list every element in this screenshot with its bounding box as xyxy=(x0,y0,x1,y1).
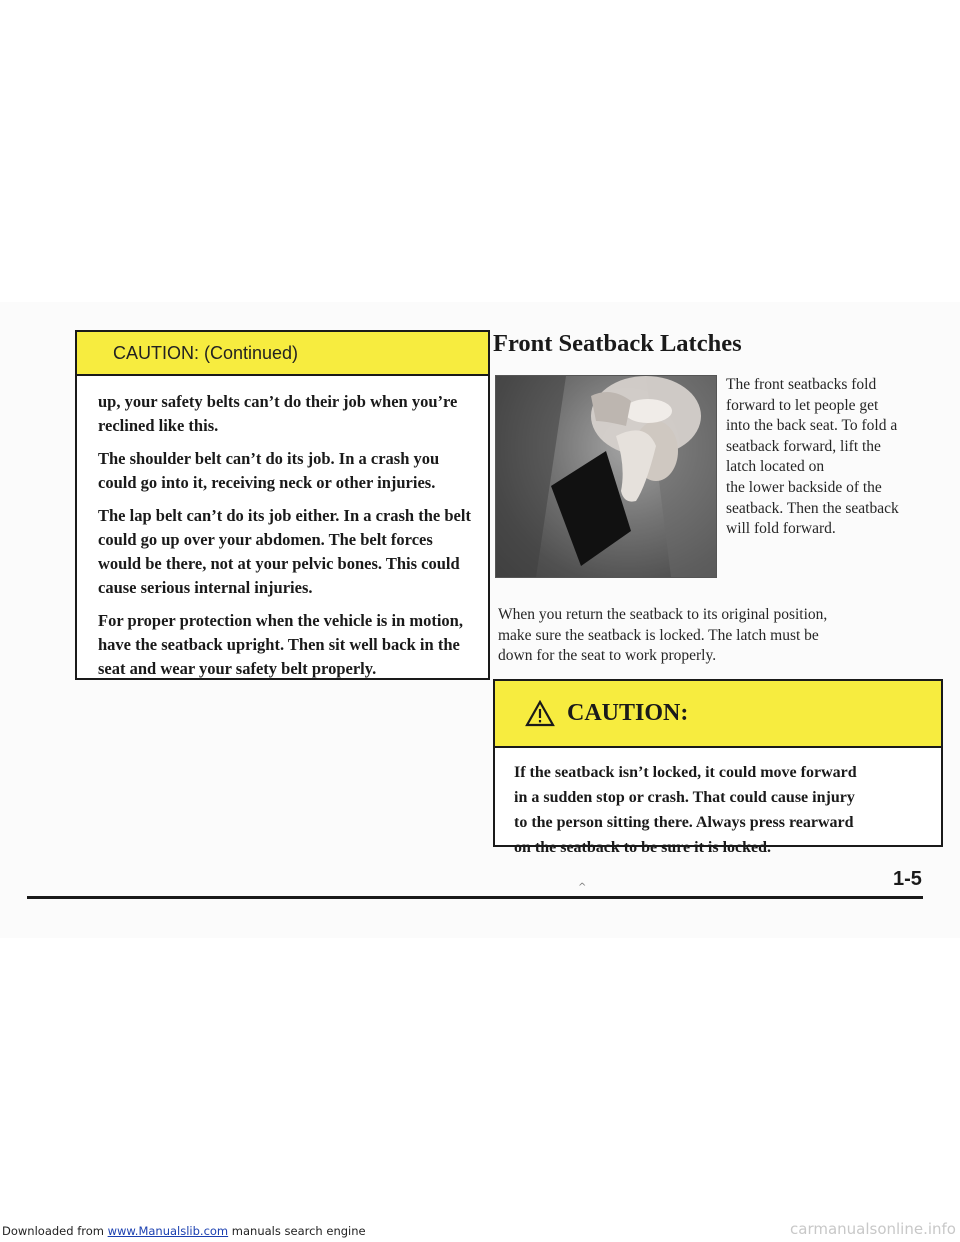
text-line: down for the seat to work properly. xyxy=(498,647,717,665)
text-line: into the back seat. To fold a xyxy=(726,417,898,435)
text-line: will fold forward. xyxy=(726,520,836,538)
caution-line: to the person sitting there. Always press rearward xyxy=(514,814,854,831)
text-line: When you return the seatback to its original position, xyxy=(498,606,828,623)
caution-line: in a sudden stop or crash. That could cause injury xyxy=(514,789,855,806)
page-number: 1-5 xyxy=(893,868,922,890)
photo-side-text xyxy=(726,375,936,540)
caution-box xyxy=(493,679,943,856)
latch-photo-illustration xyxy=(496,376,716,577)
caution-header xyxy=(495,681,941,748)
return-seatback-paragraph xyxy=(498,605,943,667)
caution-continued-box xyxy=(75,330,490,680)
caution-paragraph: For proper protection when the vehicle is in motion, have the seatback upright. Then sit well back in the seat and wear your safety belt properly. xyxy=(98,611,463,678)
caution-paragraph: up, your safety belts can’t do their job when you’re reclined like this. xyxy=(98,392,458,435)
text-line: seatback forward, lift the xyxy=(726,437,881,455)
caution-line: on the seatback to be sure it is locked. xyxy=(514,839,772,856)
section-title: Front Seatback Latches xyxy=(493,330,742,357)
text-line: latch located on xyxy=(726,458,825,476)
text-line: forward to let people get xyxy=(726,396,879,414)
footer-rule xyxy=(27,896,923,899)
text-line: the lower backside of the xyxy=(726,478,882,496)
text-line: make sure the seatback is locked. The latch must be xyxy=(498,626,819,644)
text-line: The front seatbacks fold xyxy=(726,376,877,393)
download-prefix: Downloaded from xyxy=(2,1224,108,1238)
download-suffix: manuals search engine xyxy=(228,1224,366,1238)
caution-continued-header: CAUTION: (Continued) xyxy=(77,332,488,376)
caution-line: If the seatback isn’t locked, it could move forward xyxy=(514,764,857,781)
caution-paragraph: The lap belt can’t do its job either. In a crash the belt could go up over your abdomen. The belt forces would be there, not at your pelvic bones. This could cause serious internal injuries. xyxy=(98,506,471,597)
caret-mark: ^ xyxy=(578,882,587,893)
seatback-latch-photo xyxy=(495,375,717,578)
caution-paragraph: The shoulder belt can’t do its job. In a crash you could go into it, receiving neck or other injuries. xyxy=(98,449,440,492)
text-line: seatback. Then the seatback xyxy=(726,499,899,517)
manualslib-link[interactable]: www.Manualslib.com xyxy=(107,1224,229,1238)
download-note xyxy=(2,1224,366,1238)
caution-body xyxy=(495,748,941,860)
caution-title: CAUTION: xyxy=(567,700,689,726)
caution-continued-body xyxy=(77,376,488,681)
warning-triangle-icon xyxy=(525,700,555,727)
watermark: carmanualsonline.info xyxy=(790,1220,956,1238)
